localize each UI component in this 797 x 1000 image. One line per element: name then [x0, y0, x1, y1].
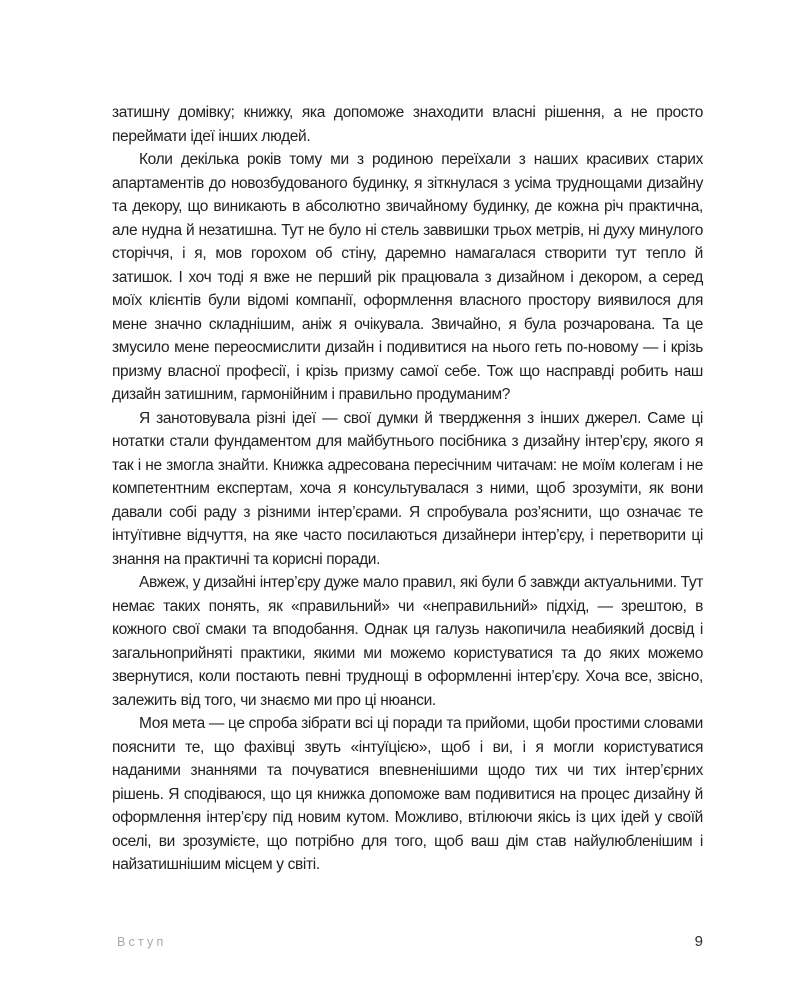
section-label: Вступ: [117, 935, 167, 949]
body-paragraph: Авжеж, у дизайні інтер’єру дуже мало правил, які були б завжди актуальними. Тут немає таких понять, як «правильний» чи «неправильний» підхід, — зрештою, в кожного свої смаки та вподобання. Однак ця галузь накопичила неабиякий досвід і загальноприйняті практики, якими ми можемо користуватися та до яких можемо звернутися, коли постають певні труднощі в оформленні інтер’єру. Хоча все, звісно, залежить від того, чи знаємо ми про ці нюанси.: [112, 574, 703, 709]
body-paragraph: Я занотовувала різні ідеї — свої думки й твердження з інших джерел. Саме ці нотатки стали фундаментом для майбутнього посібника з дизайну інтер’єру, якого я так і не змогла знайти. Книжка адресована пересічним читачам: не моїм колегам і не компетентним експертам, хоча я консультувалася з ними, щоб зрозуміти, як вони давали собі раду з різними інтер’єрами. Я спробувала роз’яснити, що означає те інтуїтивне відчуття, на яке часто посилаються дизайнери інтер’єру, і перетворити ці знання на практичні та корисні поради.: [112, 409, 703, 568]
body-paragraph: Моя мета — це спроба зібрати всі ці поради та прийоми, щоби простими словами пояснити те, що фахівці звуть «інтуїцією», щоб і ви, і я могли користуватися наданими знаннями та почуватися впевненішими щодо тих чи тих інтер’єрних рішень. Я сподіваюся, що ця книжка допоможе вам подивитися на процес дизайну й оформлення інтер’єру під новим кутом. Можливо, втілюючи якісь із цих ідей у своїй оселі, ви зрозумієте, що потрібно для того, щоб ваш дім став найулюбленішим і найзатишнішим місцем у світі.: [112, 715, 703, 873]
body-text-block: [112, 101, 703, 877]
body-paragraph: Коли декілька років тому ми з родиною переїхали з наших красивих старих апартаментів до новозбудованого будинку, я зіткнулася з усіма труднощами дизайну та декору, що виникають в абсолютно звичайному будинку, де кожна річ практична, але нудна й незатишна. Тут не було ні стель заввишки трьох метрів, ні духу минулого сторіччя, і я, мов горохом об стіну, даремно намагалася створити тут тепло й затишок. І хоч тоді я вже не перший рік працювала з дизайном і декором, а серед моїх клієнтів були відомі компанії, оформлення власного простору виявилося для мене значно складнішим, аніж я очікувала. Звичайно, я була розчарована. Та це змусило мене переосмислити дизайн і подивитися на нього геть по-новому — і крізь призму власної професії, і крізь призму самої себе. Тож що насправді робить наш дизайн затишним, гармонійним і правильно продуманим?: [112, 151, 703, 403]
page-footer: [112, 933, 703, 950]
page-number: 9: [694, 933, 703, 950]
body-paragraph: затишну домівку; книжку, яка допоможе знаходити власні рішення, а не просто переймати ідеї інших людей.: [112, 104, 703, 145]
